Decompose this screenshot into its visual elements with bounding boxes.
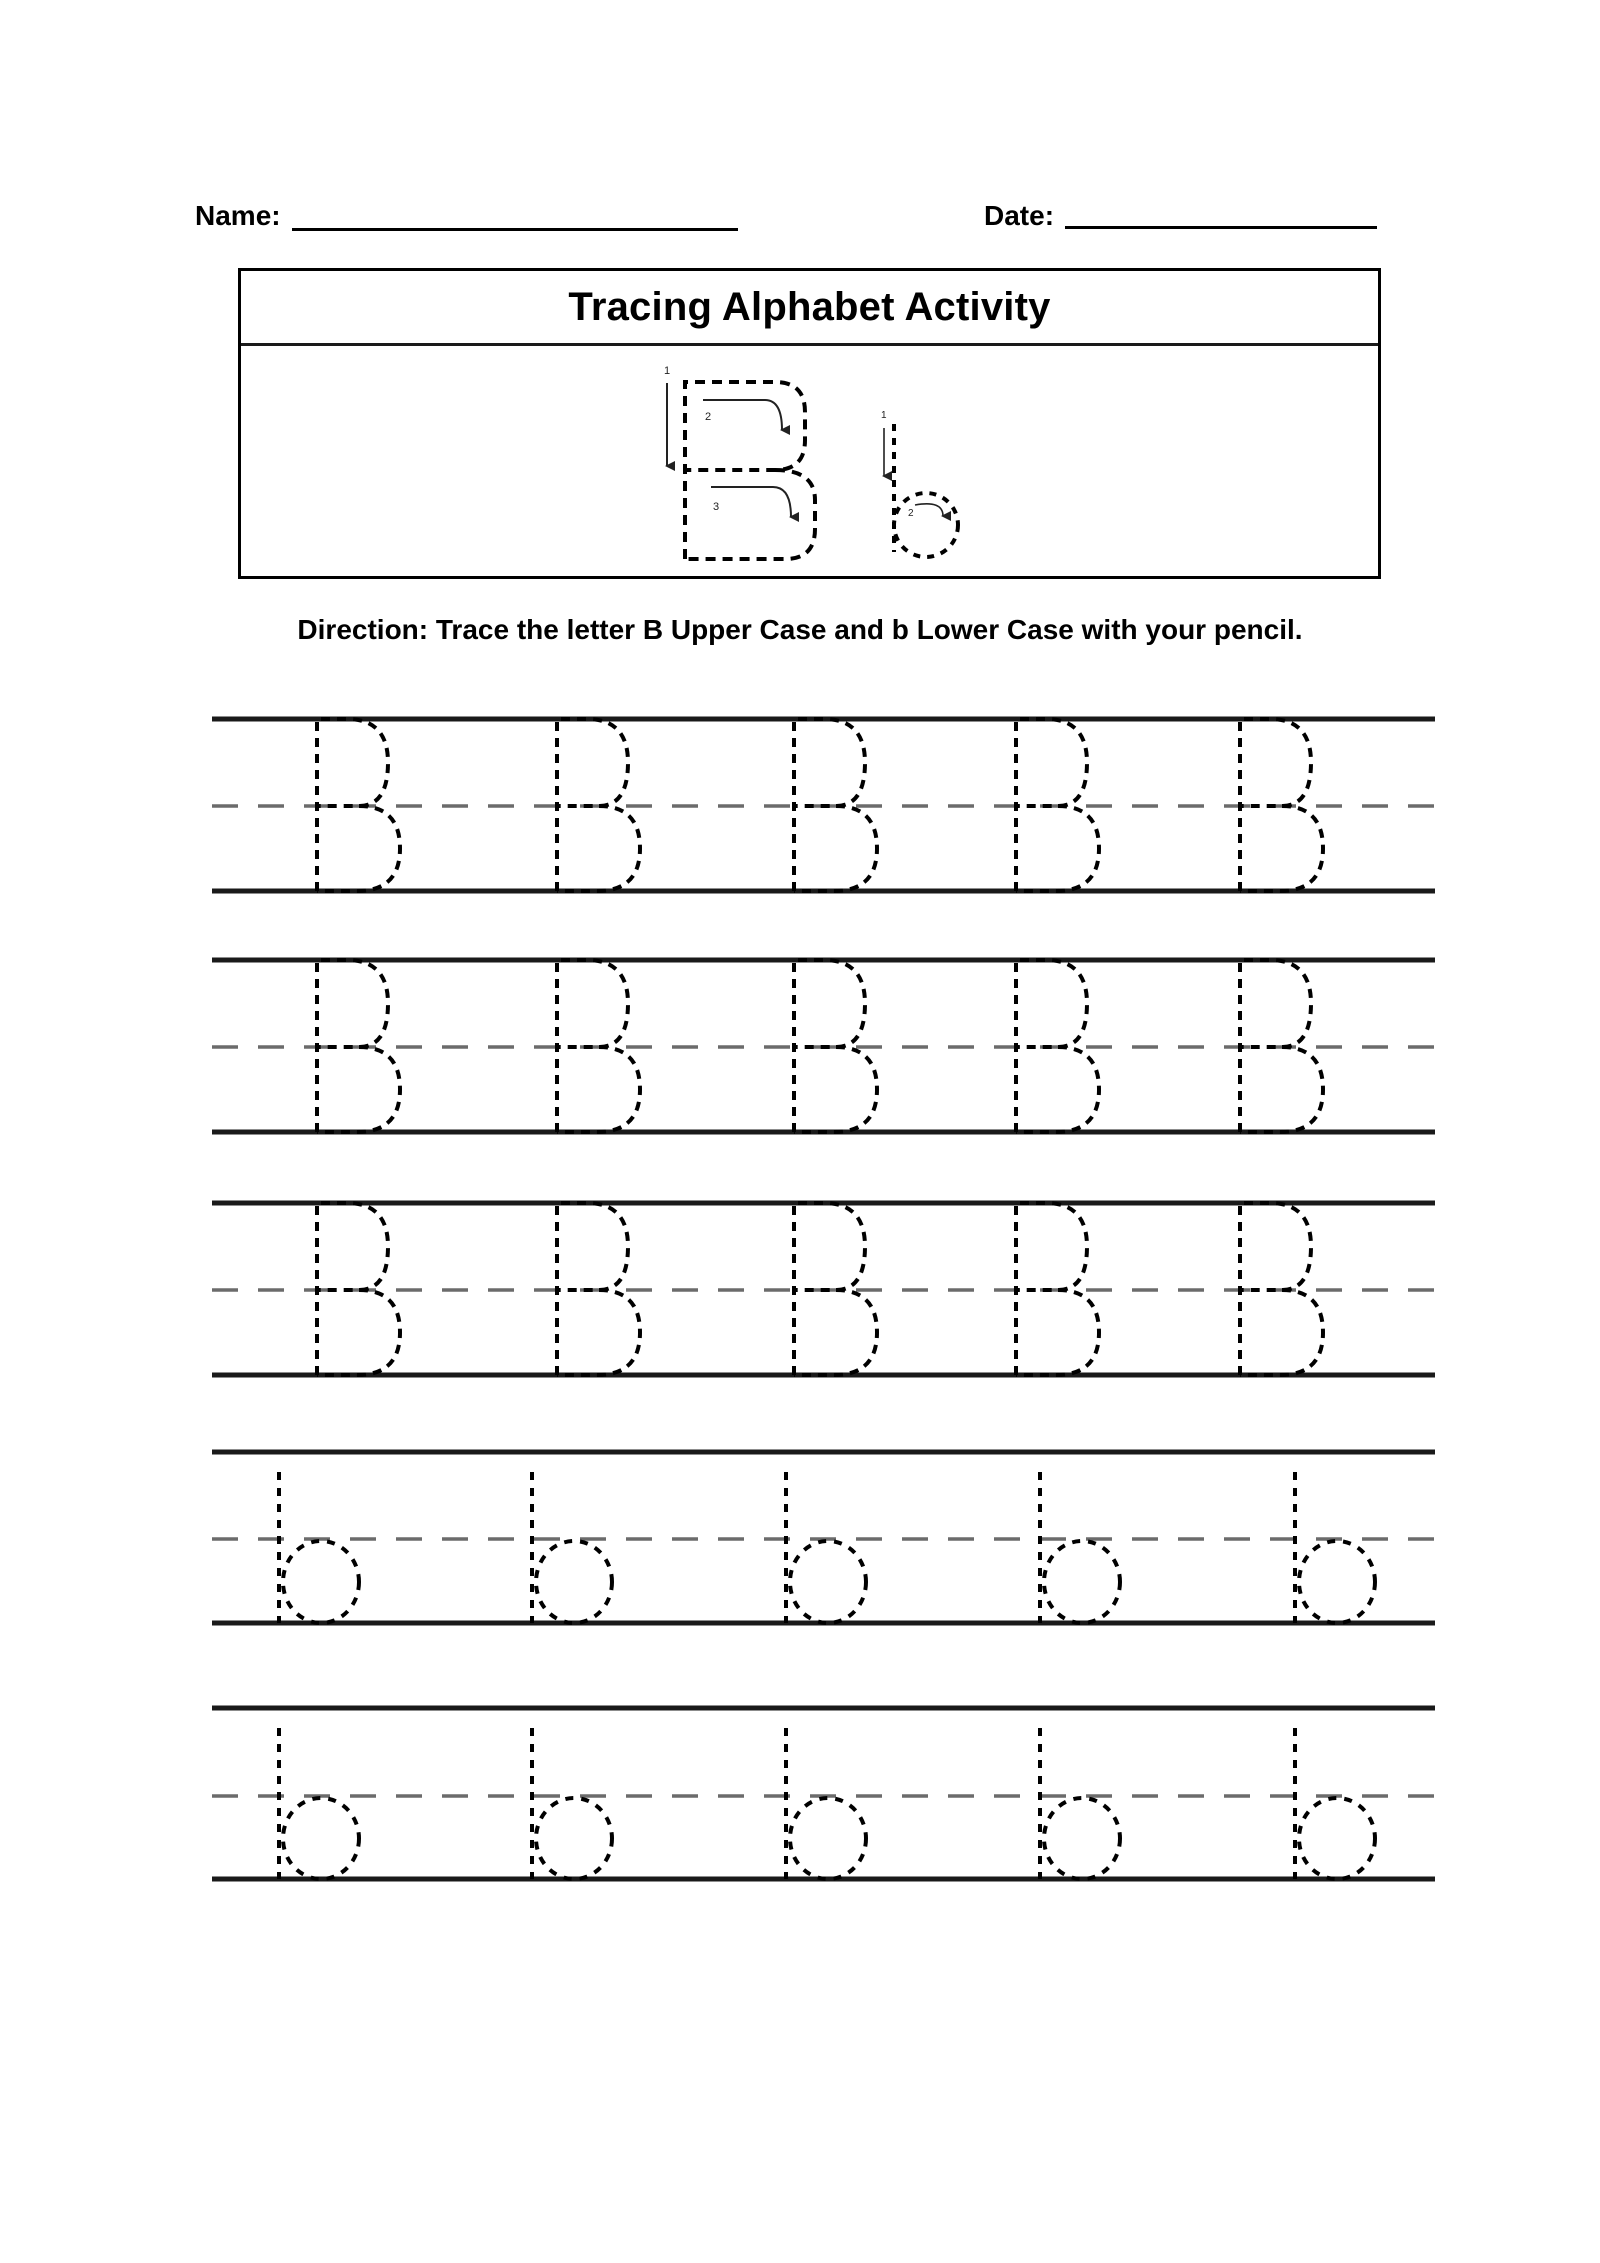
trace-letter-lower-b[interactable] xyxy=(1040,1728,1120,1879)
trace-letter-lower-b[interactable] xyxy=(532,1472,612,1623)
trace-letter-lower-b[interactable] xyxy=(786,1728,866,1879)
page-title: Tracing Alphabet Activity xyxy=(568,284,1051,329)
practice-row[interactable] xyxy=(212,960,1435,1132)
trace-letter-lower-b[interactable] xyxy=(1040,1472,1120,1623)
practice-row[interactable] xyxy=(212,1452,1435,1623)
name-label: Name: xyxy=(195,200,281,231)
stroke-number: 2 xyxy=(908,508,914,519)
stroke-number: 3 xyxy=(713,501,720,513)
trace-letter-lower-b[interactable] xyxy=(1295,1728,1375,1879)
stroke-number: 2 xyxy=(705,411,712,423)
trace-letter-lower-b[interactable] xyxy=(1295,1472,1375,1623)
practice-row[interactable] xyxy=(212,719,1435,891)
practice-row[interactable] xyxy=(212,1203,1435,1375)
trace-letter-lower-b[interactable] xyxy=(279,1728,359,1879)
direction-text: Direction: Trace the letter B Upper Case and b Lower Case with your pencil. xyxy=(297,614,1303,645)
stroke-number: 1 xyxy=(664,365,671,377)
stroke-number: 1 xyxy=(881,410,887,421)
trace-letter-lower-b[interactable] xyxy=(786,1472,866,1623)
trace-letter-lower-b[interactable] xyxy=(532,1728,612,1879)
trace-letter-lower-b[interactable] xyxy=(279,1472,359,1623)
date-label: Date: xyxy=(984,200,1055,231)
practice-row[interactable] xyxy=(212,1708,1435,1879)
